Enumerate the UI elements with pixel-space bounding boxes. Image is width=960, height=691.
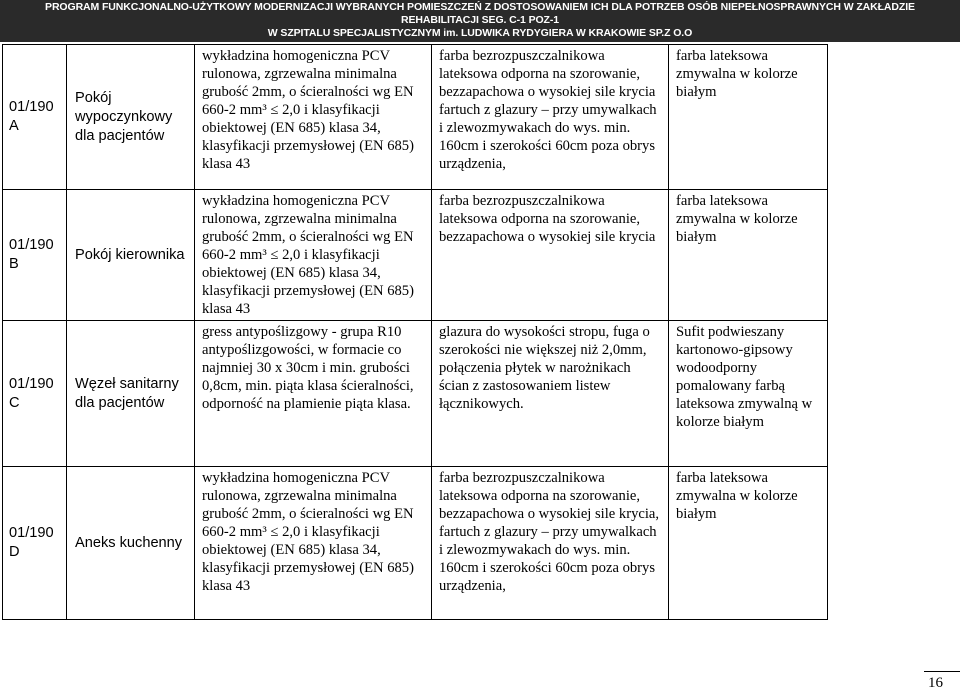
room-id: 01/190 B: [9, 237, 54, 272]
ceiling-cell: [669, 45, 828, 190]
table-row: [3, 321, 828, 467]
room-name: Aneks kuchenny: [75, 534, 183, 551]
header-line-1: PROGRAM FUNKCJONALNO-UŻYTKOWY MODERNIZACJI WYBRANYCH POMIESZCZEŃ Z DOSTOSOWANIEM ICH DLA POTRZEB OSÓB NIEPEŁNOSPRAWNYCH W ZAKŁADZIE: [45, 1, 915, 13]
room-id-cell: [3, 467, 67, 620]
page-number-rule: [924, 671, 960, 672]
ceiling-cell: [669, 321, 828, 467]
walls-spec: farba bezrozpuszczalnikowa lateksowa odporna na szorowanie, bezzapachowa o wysokiej sile krycia fartuch z glazury – przy umywalkach i zlewozmywakach do wys. min. 160cm i szerokości 60cm poza obrys urządzenia,: [439, 48, 657, 172]
floor-cell: [195, 467, 432, 620]
walls-cell: [432, 190, 669, 321]
floor-spec: gress antypoślizgowy - grupa R10 antypoślizgowości, w formacie co najmniej 30 x 30cm i min. grubości 0,8cm, min. piąta klasa ścieralności, odporność na plamienie piąta klasa.: [202, 324, 414, 412]
room-id: 01/190 D: [9, 525, 54, 560]
ceiling-spec: farba lateksowa zmywalna w kolorze białym: [676, 48, 798, 100]
floor-cell: [195, 45, 432, 190]
walls-spec: farba bezrozpuszczalnikowa lateksowa odporna na szorowanie, bezzapachowa o wysokiej sile krycia: [439, 193, 656, 245]
table-row: [3, 467, 828, 620]
floor-spec: wykładzina homogeniczna PCV rulonowa, zgrzewalna minimalna grubość 2mm, o ścieralności wg EN 660-2 mm³ ≤ 2,0 i klasyfikacji obiektowej (EN 685) klasa 34, klasyfikacji przemysłowej (EN 685) klasa 43: [202, 48, 414, 172]
walls-cell: [432, 467, 669, 620]
room-id-cell: [3, 45, 67, 190]
page-number: 16: [928, 675, 943, 691]
floor-cell: [195, 190, 432, 321]
document-header: [0, 0, 960, 42]
room-name-cell: [67, 467, 195, 620]
walls-cell: [432, 45, 669, 190]
walls-spec: glazura do wysokości stropu, fuga o szerokości nie większej niż 2,0mm, połączenia płytek w narożnikach ścian z zastosowaniem listew łącznikowych.: [439, 324, 650, 412]
walls-spec: farba bezrozpuszczalnikowa lateksowa odporna na szorowanie, bezzapachowa o wysokiej sile krycia, fartuch z glazury – przy umywalkach i zlewozmywakach do wys. min. 160cm i szerokości 60cm poza obrys urządzenia,: [439, 470, 660, 594]
ceiling-spec: Sufit podwieszany kartonowo-gipsowy wodoodporny pomalowany farbą lateksowa zmywalną w kolorze białym: [676, 324, 813, 430]
room-name-cell: [67, 321, 195, 467]
ceiling-cell: [669, 190, 828, 321]
floor-spec: wykładzina homogeniczna PCV rulonowa, zgrzewalna minimalna grubość 2mm, o ścieralności wg EN 660-2 mm³ ≤ 2,0 i klasyfikacji obiektowej (EN 685) klasa 34, klasyfikacji przemysłowej (EN 685) klasa 43: [202, 470, 414, 594]
room-id: 01/190 A: [9, 99, 54, 134]
ceiling-spec: farba lateksowa zmywalna w kolorze białym: [676, 470, 798, 522]
room-id-cell: [3, 321, 67, 467]
header-line-3: W SZPITALU SPECJALISTYCZNYM im. LUDWIKA RYDYGIERA W KRAKOWIE SP.Z O.O: [267, 27, 693, 39]
table-row: [3, 190, 828, 321]
room-id-cell: [3, 190, 67, 321]
finishes-table: [2, 44, 828, 620]
table-row: [3, 45, 828, 190]
floor-spec: wykładzina homogeniczna PCV rulonowa, zgrzewalna minimalna grubość 2mm, o ścieralności wg EN 660-2 mm³ ≤ 2,0 i klasyfikacji obiektowej (EN 685) klasa 34, klasyfikacji przemysłowej (EN 685) klasa 43: [202, 193, 414, 317]
walls-cell: [432, 321, 669, 467]
room-name: Pokój wypoczynkowy dla pacjentów: [75, 89, 173, 144]
ceiling-cell: [669, 467, 828, 620]
room-name: Pokój kierownika: [75, 246, 185, 263]
header-line-2: REHABILITACJI SEG. C-1 POZ-1: [400, 14, 560, 26]
floor-cell: [195, 321, 432, 467]
room-name: Węzeł sanitarny dla pacjentów: [75, 375, 179, 411]
ceiling-spec: farba lateksowa zmywalna w kolorze białym: [676, 193, 798, 245]
room-name-cell: [67, 45, 195, 190]
room-id: 01/190 C: [9, 375, 54, 411]
room-name-cell: [67, 190, 195, 321]
